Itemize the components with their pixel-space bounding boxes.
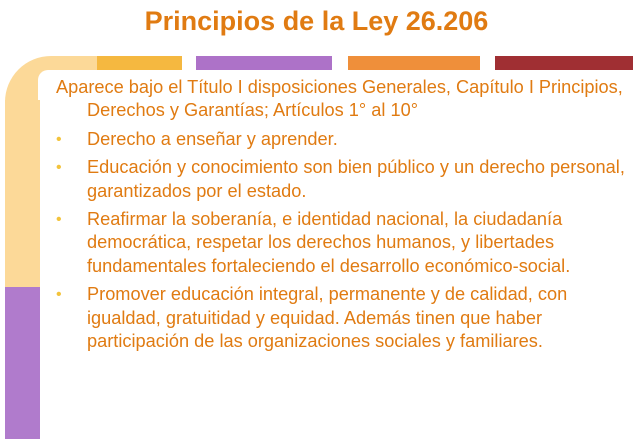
- bullet-text: Educación y conocimiento son bien público y un derecho personal, garantizados por el estado.: [87, 157, 625, 201]
- bullet-item: [56, 283, 626, 353]
- slide-body: [56, 76, 626, 358]
- bullet-text: Reafirmar la soberanía, e identidad nacional, la ciudadanía democrática, respetar los derechos humanos, y libertades fundamentales fortaleciendo el desarrollo económico-social.: [87, 209, 571, 276]
- bullet-icon: •: [56, 159, 62, 177]
- bullet-item: [56, 208, 626, 278]
- slide-title: Principios de la Ley 26.206: [144, 6, 489, 36]
- bullet-icon: •: [56, 130, 62, 148]
- side-bar-purple: [5, 287, 40, 439]
- bullet-text: Promover educación integral, permanente y de calidad, con igualdad, gratuitidad y equidad. Además tinen que haber participación de las organizaciones sociales y familiares.: [87, 284, 568, 352]
- side-bar-peach: [5, 100, 40, 287]
- bullet-text: Derecho a enseñar y aprender.: [87, 128, 338, 149]
- bullet-icon: •: [56, 286, 62, 304]
- intro-paragraph: Aparece bajo el Título I disposiciones Generales, Capítulo I Principios, Derechos y Garantías; Artículos 1° al 10°: [56, 77, 623, 121]
- bullet-icon: •: [56, 211, 62, 229]
- accent-bar-red: [495, 56, 633, 70]
- bullet-item: [56, 128, 626, 151]
- bullet-item: [56, 156, 626, 203]
- accent-bar-purple: [196, 56, 332, 70]
- accent-bar-orange: [348, 56, 480, 70]
